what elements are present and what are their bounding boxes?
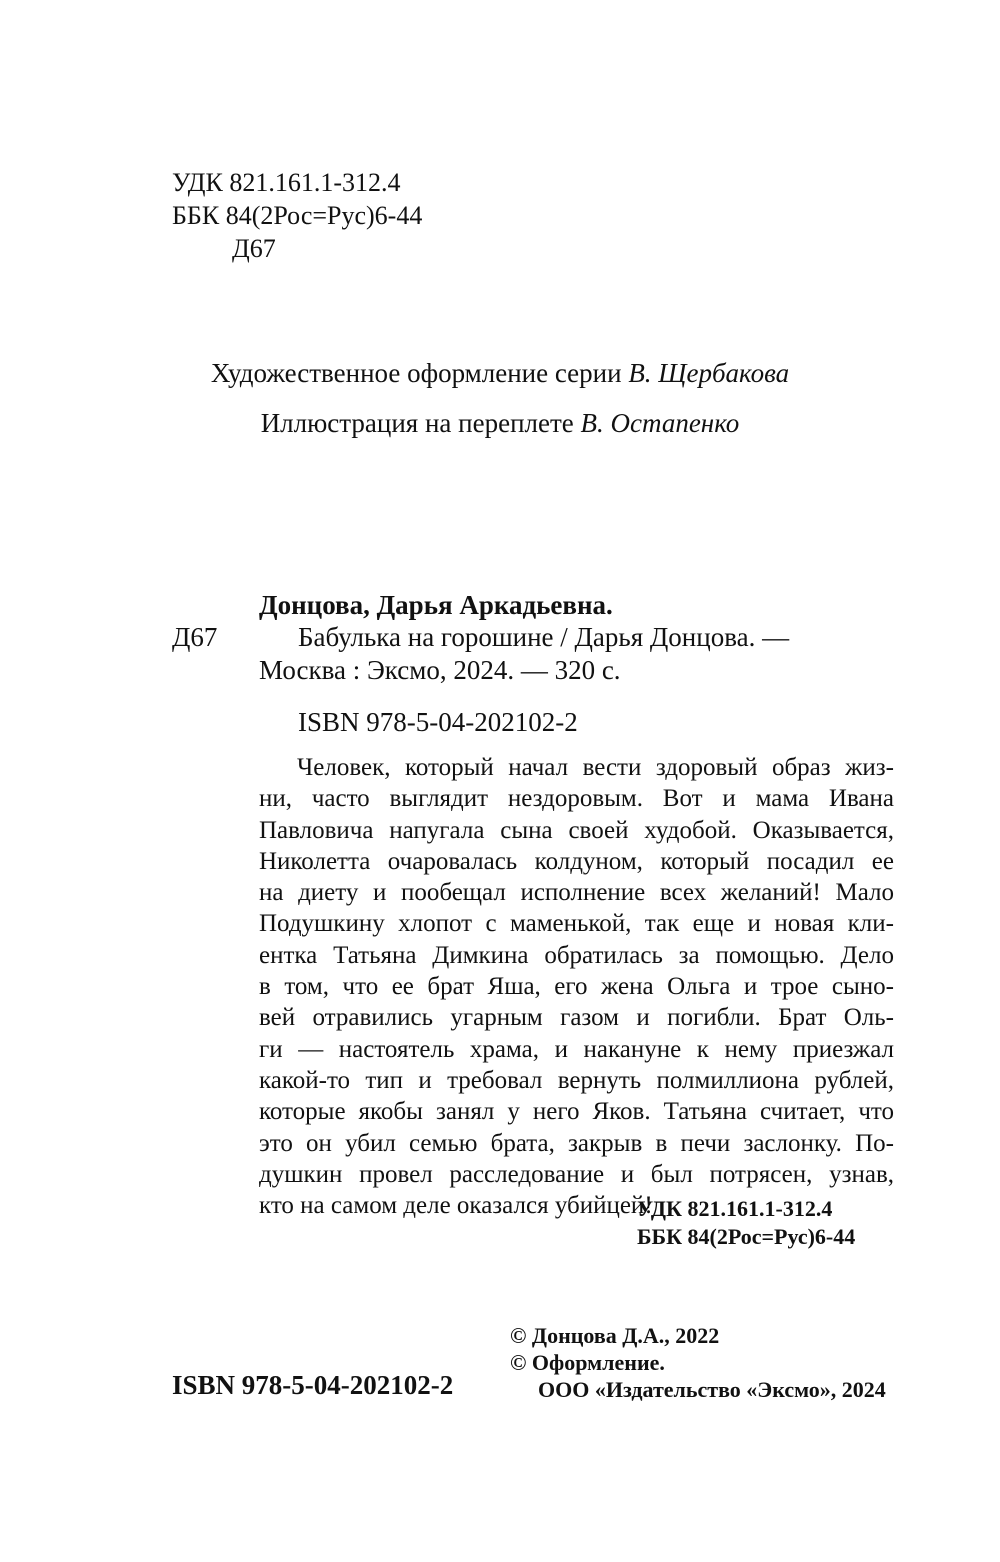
cover-illustration-name: В. Остапенко — [580, 408, 740, 438]
cover-illustration-label: Иллюстрация на переплете — [260, 408, 581, 438]
annotation-line: кто на самом деле оказался убийцей! — [259, 1192, 653, 1220]
annotation-line: Человек, который начал вести здоровый образ жиз- — [297, 754, 894, 781]
imprint-line: Москва : Эксмо, 2024. — 320 с. — [259, 655, 621, 685]
bottom-isbn: ISBN 978-5-04-202102-2 — [172, 1370, 454, 1400]
annotation-line: Николетта очаровалась колдуном, который посадил ее — [259, 847, 894, 875]
annotation-line: Подушкину хлопот с маменькой, так еще и новая кли- — [259, 910, 894, 938]
copyright-design: © Оформление. — [510, 1350, 665, 1375]
author-heading: Донцова, Дарья Аркадьевна. — [259, 590, 613, 620]
annotation-line: вей отравились угарным газом и погибли. Брат Оль- — [259, 1004, 894, 1032]
copyright-author: © Донцова Д.А., 2022 — [510, 1323, 720, 1348]
annotation-line: на диету и пообещал исполнение всех желаний! Мало — [259, 879, 894, 907]
series-design-label: Художественное оформление серии — [210, 358, 629, 388]
udk-code: УДК 821.161.1-312.4 — [172, 168, 401, 197]
annotation-line: ни, часто выглядит нездоровым. Вот и мама Ивана — [259, 785, 894, 813]
cover-illustration-credit — [0, 408, 1000, 439]
series-design-name: В. Щербакова — [628, 358, 790, 388]
annotation-line: это он убил семью брата, закрыв в печи заслонку. По- — [259, 1129, 894, 1157]
annotation-line: в том, что ее брат Яша, его жена Ольга и трое сыно- — [259, 973, 894, 1001]
series-design-credit — [0, 358, 1000, 389]
annotation-line: какой-то тип и требовал вернуть полмиллиона рублей, — [259, 1066, 894, 1094]
annotation — [259, 752, 894, 1221]
bbk-code: ББК 84(2Рос=Рус)6-44 — [172, 201, 423, 230]
footer-bbk: ББК 84(2Рос=Рус)6-44 — [637, 1224, 856, 1249]
annotation-line: которые якобы занял у него Яков. Татьяна считает, что — [259, 1098, 894, 1126]
annotation-line: Павловича напугала сына своей худобой. Оказывается, — [259, 816, 894, 844]
title-line: Бабулька на горошине / Дарья Донцова. — — [298, 622, 790, 652]
annotation-line: ентка Татьяна Димкина обратилась за помощью. Дело — [259, 941, 894, 969]
annotation-line: ги — настоятель храма, и накануне к нему приезжал — [259, 1035, 894, 1063]
author-sign: Д67 — [232, 234, 276, 263]
copyright-publisher: ООО «Издательство «Эксмо», 2024 — [538, 1377, 886, 1402]
entry-isbn: ISBN 978-5-04-202102-2 — [298, 707, 578, 737]
footer-udk: УДК 821.161.1-312.4 — [637, 1196, 833, 1221]
annotation-line: душкин провел расследование и был потрясен, узнав, — [259, 1160, 894, 1188]
entry-author-sign: Д67 — [172, 622, 218, 652]
